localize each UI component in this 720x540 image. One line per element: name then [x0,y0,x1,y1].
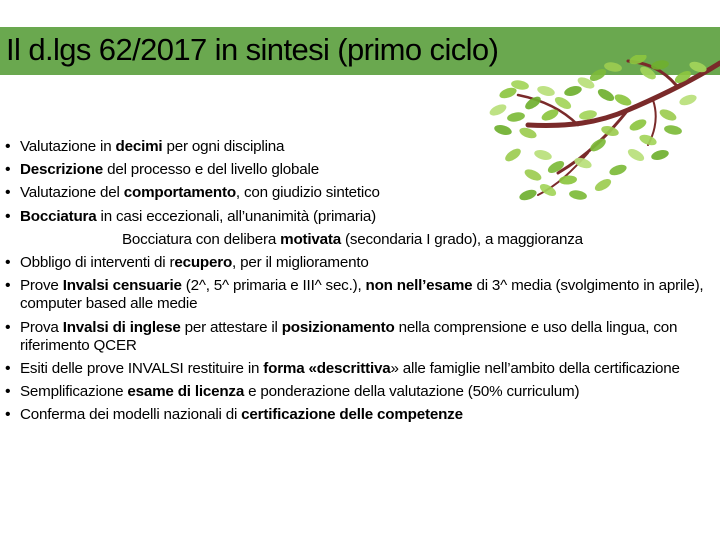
text: Conferma dei modelli nazionali di [20,406,242,424]
leaf-icon [663,124,682,136]
text: Bocciatura con delibera [122,230,281,248]
bullet-list [4,138,704,429]
bold-text: non nell’esame [365,277,473,295]
text: Semplificazione [20,382,128,400]
bold-text: decimi [115,138,163,155]
text: per attestare il [180,318,282,336]
bold-text: certificazione delle competenze [241,406,463,424]
bold-text: forma «descrittiva [263,359,391,377]
text: nella comprensione e uso della lingua, con riferimento QCER [20,318,678,354]
text: del processo e del livello globale [103,161,319,179]
bullet-item [4,360,704,378]
bold-text: Descrizione [20,161,104,179]
text: e ponderazione della valutazione (50% curriculum) [244,382,580,400]
bullet-item [4,184,704,202]
leaf-icon [613,92,633,108]
text: Valutazione del [20,184,124,202]
leaf-icon [678,93,698,108]
text: Prove [20,277,63,295]
text: per ogni disciplina [162,138,285,155]
sub-item [4,231,704,249]
leaf-icon [658,107,678,123]
bold-text: ecupero [174,254,233,272]
bold-text: comportamento [123,184,236,202]
text: » alle famiglie nell’ambito della certificazione [390,359,680,377]
bullet-item [4,161,704,179]
bullet-item [4,277,704,313]
bold-text: Bocciatura [20,207,97,225]
leaf-icon [628,117,648,133]
bullet-item [4,383,704,401]
text: (secondaria I grado), a maggioranza [341,230,583,248]
leaf-icon [493,123,513,136]
bullet-item [4,138,704,156]
text: Prova [20,318,63,336]
bullet-item [4,406,704,424]
bullet-item [4,319,704,355]
text: Valutazione in [20,138,116,155]
bold-text: esame di licenza [127,382,245,400]
leaf-icon [563,84,583,97]
leaf-icon [536,84,556,97]
text: , per il miglioramento [232,254,369,272]
bold-text: Invalsi di inglese [62,318,181,336]
bold-text: motivata [280,230,341,248]
leaf-icon [596,87,616,104]
bullet-item [4,254,704,272]
text: Esiti delle prove INVALSI restituire in [20,359,264,377]
bullet-item [4,208,704,226]
text: (2^, 5^ primaria e III^ sec.), [181,277,366,295]
bold-text: Invalsi censuarie [62,277,182,295]
bold-text: posizionamento [281,318,395,336]
text: , con giudizio sintetico [235,184,380,202]
leaf-icon [600,124,620,137]
leaf-icon [488,102,508,118]
slide-title: Il d.lgs 62/2017 in sintesi (primo ciclo) [6,32,499,67]
leaf-icon [603,61,622,73]
text: Obbligo di interventi di r [20,254,175,272]
text: di 3^ media (svolgimento in aprile), computer based alle medie [20,277,704,313]
text: in casi eccezionali, all’unanimità (primaria) [96,207,376,225]
leaf-icon [506,111,525,123]
